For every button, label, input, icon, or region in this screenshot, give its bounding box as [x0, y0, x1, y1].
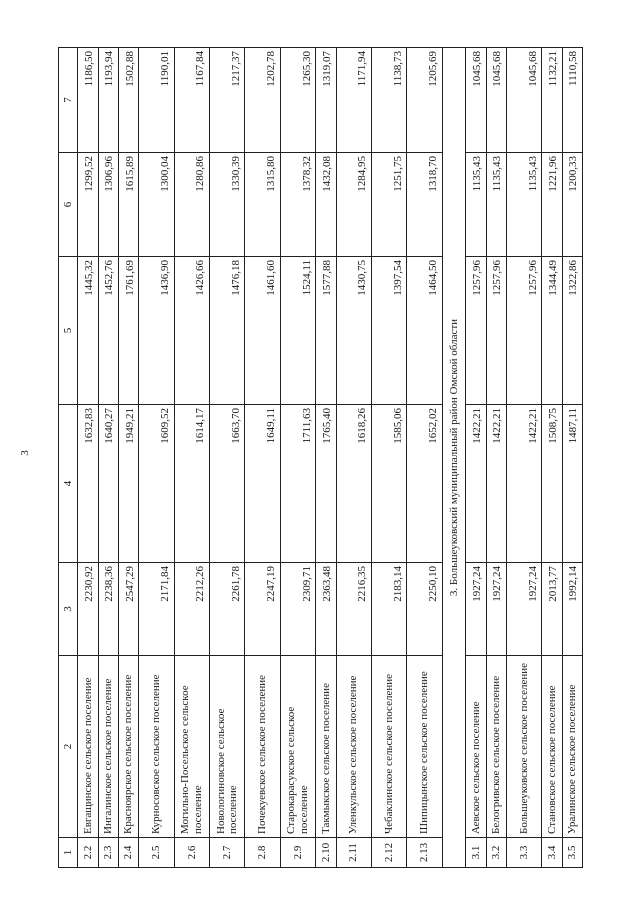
table-row — [336, 48, 371, 868]
value-cell: 1476,18 — [210, 257, 245, 405]
settlement-name: Такмыкское сельское поселение — [316, 656, 336, 838]
table-row — [316, 48, 336, 868]
value-cell: 1138,73 — [371, 48, 406, 153]
value-cell: 1461,60 — [245, 257, 280, 405]
value-cell: 1464,50 — [407, 257, 442, 405]
value-cell: 1426,66 — [174, 257, 209, 405]
settlement-name: Становское сельское поселение — [542, 656, 562, 838]
value-cell: 1265,30 — [280, 48, 315, 153]
row-index: 3.4 — [542, 838, 562, 868]
value-cell: 2363,48 — [316, 563, 336, 656]
table-row — [245, 48, 280, 868]
value-cell: 1045,68 — [466, 48, 486, 153]
value-cell: 1205,69 — [407, 48, 442, 153]
row-index: 2.10 — [316, 838, 336, 868]
header-cell: 1 — [59, 838, 78, 868]
value-cell: 1306,96 — [98, 153, 118, 257]
value-cell: 1927,24 — [466, 563, 486, 656]
header-cell: 5 — [59, 257, 78, 405]
value-cell: 1577,88 — [316, 257, 336, 405]
value-cell: 2212,26 — [174, 563, 209, 656]
value-cell: 1378,32 — [280, 153, 315, 257]
value-cell: 1299,52 — [78, 153, 98, 257]
value-cell: 2261,78 — [210, 563, 245, 656]
value-cell: 2238,36 — [98, 563, 118, 656]
value-cell: 1640,27 — [98, 405, 118, 563]
value-cell: 2013,77 — [542, 563, 562, 656]
row-index: 2.5 — [139, 838, 174, 868]
value-cell: 1432,08 — [316, 153, 336, 257]
value-cell: 2247,19 — [245, 563, 280, 656]
value-cell: 1618,26 — [336, 405, 371, 563]
row-index: 3.5 — [562, 838, 582, 868]
value-cell: 1927,24 — [506, 563, 541, 656]
value-cell: 1322,86 — [562, 257, 582, 405]
value-cell: 1585,06 — [371, 405, 406, 563]
value-cell: 1257,96 — [486, 257, 506, 405]
settlement-name: Евгащинское сельское поселение — [78, 656, 98, 838]
value-cell: 1711,63 — [280, 405, 315, 563]
value-cell: 1330,39 — [210, 153, 245, 257]
value-cell: 1135,43 — [486, 153, 506, 257]
settlement-name: Аевское сельское поселение — [466, 656, 486, 838]
value-cell: 2250,10 — [407, 563, 442, 656]
settlement-name: Уралинское сельское поселение — [562, 656, 582, 838]
value-cell: 1045,68 — [506, 48, 541, 153]
value-cell: 1487,11 — [562, 405, 582, 563]
table-row — [78, 48, 98, 868]
table-row — [562, 48, 582, 868]
value-cell: 1202,78 — [245, 48, 280, 153]
value-cell: 1761,69 — [119, 257, 139, 405]
value-cell: 1949,21 — [119, 405, 139, 563]
row-index: 2.11 — [336, 838, 371, 868]
row-index: 2.3 — [98, 838, 118, 868]
settlement-name: Чебаклинское сельское поселение — [371, 656, 406, 838]
tariff-table — [58, 47, 583, 868]
row-index: 2.2 — [78, 838, 98, 868]
value-cell: 1221,96 — [542, 153, 562, 257]
value-cell: 1422,21 — [506, 405, 541, 563]
value-cell: 2547,29 — [119, 563, 139, 656]
value-cell: 2183,14 — [371, 563, 406, 656]
row-index: 2.9 — [280, 838, 315, 868]
section-title: 3. Большеуковский муниципальный район Омской области — [442, 48, 466, 868]
settlement-name: Белогривское сельское поселение — [486, 656, 506, 838]
rotated-table-container — [58, 48, 583, 868]
value-cell: 1257,96 — [466, 257, 486, 405]
page-number: 3 — [18, 450, 31, 456]
value-cell: 1251,75 — [371, 153, 406, 257]
value-cell: 1045,68 — [486, 48, 506, 153]
value-cell: 1257,96 — [506, 257, 541, 405]
row-index: 2.8 — [245, 838, 280, 868]
table-row — [174, 48, 209, 868]
value-cell: 1110,58 — [562, 48, 582, 153]
value-cell: 1315,80 — [245, 153, 280, 257]
value-cell: 1344,49 — [542, 257, 562, 405]
settlement-name: Могильно-Посельское сельское поселение — [174, 656, 209, 838]
table-row — [407, 48, 442, 868]
settlement-name: Шипицынское сельское поселение — [407, 656, 442, 838]
value-cell: 2309,71 — [280, 563, 315, 656]
header-cell: 4 — [59, 405, 78, 563]
table-row — [486, 48, 506, 868]
value-cell: 1615,89 — [119, 153, 139, 257]
table-row — [139, 48, 174, 868]
value-cell: 1609,52 — [139, 405, 174, 563]
value-cell: 1430,75 — [336, 257, 371, 405]
value-cell: 1524,11 — [280, 257, 315, 405]
value-cell: 1452,76 — [98, 257, 118, 405]
header-row — [59, 48, 78, 868]
header-cell: 6 — [59, 153, 78, 257]
value-cell: 1190,01 — [139, 48, 174, 153]
row-index: 2.7 — [210, 838, 245, 868]
value-cell: 1167,84 — [174, 48, 209, 153]
value-cell: 1422,21 — [466, 405, 486, 563]
value-cell: 1217,37 — [210, 48, 245, 153]
table-row — [371, 48, 406, 868]
value-cell: 1186,50 — [78, 48, 98, 153]
table-row — [210, 48, 245, 868]
value-cell: 1135,43 — [466, 153, 486, 257]
value-cell: 1280,86 — [174, 153, 209, 257]
value-cell: 1502,88 — [119, 48, 139, 153]
value-cell: 1992,14 — [562, 563, 582, 656]
value-cell: 2216,35 — [336, 563, 371, 656]
value-cell: 1132,21 — [542, 48, 562, 153]
value-cell: 2171,84 — [139, 563, 174, 656]
value-cell: 1319,07 — [316, 48, 336, 153]
header-cell: 3 — [59, 563, 78, 656]
row-index: 2.12 — [371, 838, 406, 868]
section-row — [442, 48, 466, 868]
header-cell: 7 — [59, 48, 78, 153]
value-cell: 1649,11 — [245, 405, 280, 563]
table-row — [466, 48, 486, 868]
header-cell: 2 — [59, 656, 78, 838]
row-index: 3.2 — [486, 838, 506, 868]
settlement-name: Большеуковское сельское поселение — [506, 656, 541, 838]
value-cell: 1436,90 — [139, 257, 174, 405]
value-cell: 1422,21 — [486, 405, 506, 563]
row-index: 3.1 — [466, 838, 486, 868]
settlement-name: Курносовское сельское поселение — [139, 656, 174, 838]
row-index: 2.4 — [119, 838, 139, 868]
value-cell: 1765,40 — [316, 405, 336, 563]
value-cell: 1652,02 — [407, 405, 442, 563]
value-cell: 1632,83 — [78, 405, 98, 563]
settlement-name: Ингалинское сельское поселение — [98, 656, 118, 838]
value-cell: 1927,24 — [486, 563, 506, 656]
value-cell: 1397,54 — [371, 257, 406, 405]
value-cell: 1284,95 — [336, 153, 371, 257]
row-index: 3.3 — [506, 838, 541, 868]
table-row — [98, 48, 118, 868]
settlement-name: Почекуевское сельское поселение — [245, 656, 280, 838]
settlement-name: Старокарасукское сельское поселение — [280, 656, 315, 838]
value-cell: 1171,94 — [336, 48, 371, 153]
table-row — [280, 48, 315, 868]
settlement-name: Красноярское сельское поселение — [119, 656, 139, 838]
table-row — [506, 48, 541, 868]
value-cell: 1318,70 — [407, 153, 442, 257]
value-cell: 1135,43 — [506, 153, 541, 257]
value-cell: 1614,17 — [174, 405, 209, 563]
value-cell: 1508,75 — [542, 405, 562, 563]
table-row — [542, 48, 562, 868]
value-cell: 1663,70 — [210, 405, 245, 563]
settlement-name: Уленкульское сельское поселение — [336, 656, 371, 838]
value-cell: 2230,92 — [78, 563, 98, 656]
value-cell: 1300,04 — [139, 153, 174, 257]
row-index: 2.6 — [174, 838, 209, 868]
value-cell: 1445,32 — [78, 257, 98, 405]
value-cell: 1193,94 — [98, 48, 118, 153]
settlement-name: Новологиновское сельское поселение — [210, 656, 245, 838]
row-index: 2.13 — [407, 838, 442, 868]
value-cell: 1200,33 — [562, 153, 582, 257]
table-row — [119, 48, 139, 868]
